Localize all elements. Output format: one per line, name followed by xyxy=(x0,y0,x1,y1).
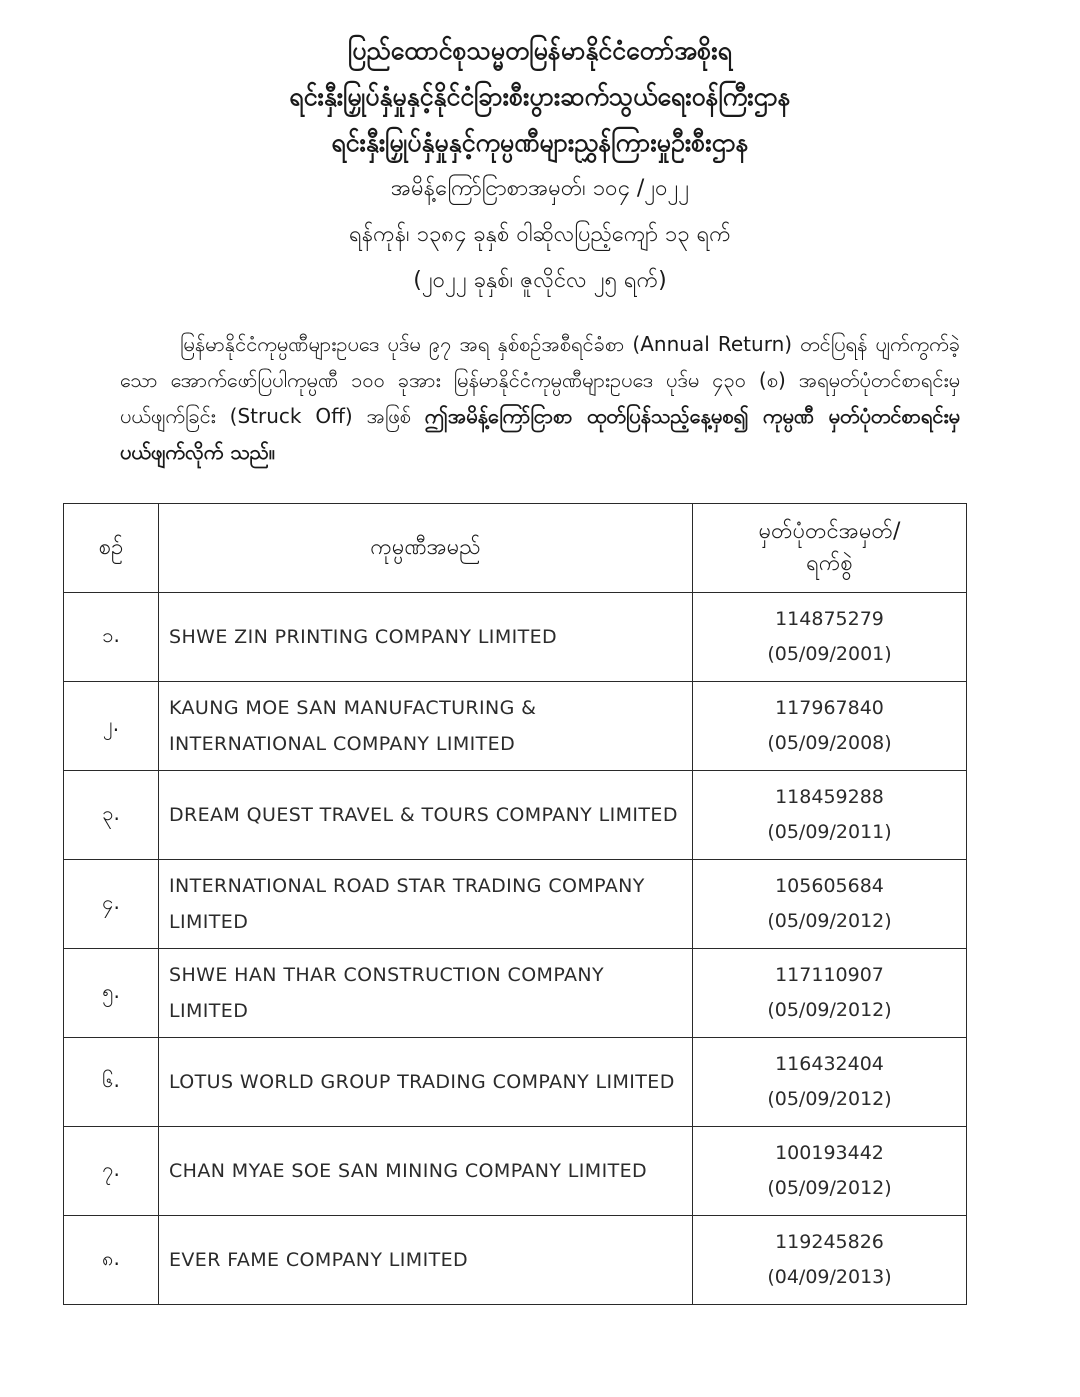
table-row xyxy=(64,1127,967,1216)
ministry-title: ရင်းနှီးမြှုပ်နှံမှုနှင့်နိုင်ငံခြားစီးပွားဆက်သွယ်ရေးဝန်ကြီးဌာန xyxy=(289,82,791,111)
row-number: ၂. xyxy=(64,682,159,771)
company-name: EVER FAME COMPANY LIMITED xyxy=(159,1216,693,1305)
column-header-registration-date: ရက်စွဲ xyxy=(806,551,853,576)
government-title: ပြည်ထောင်စုသမ္မတမြန်မာနိုင်ငံတော်အစိုးရ xyxy=(348,36,732,65)
registration-number: 119245826 xyxy=(775,1231,884,1253)
company-name: KAUNG MOE SAN MANUFACTURING & INTERNATIONAL COMPANY LIMITED xyxy=(159,682,693,771)
row-number: ၃. xyxy=(64,771,159,860)
row-number: ၅. xyxy=(64,949,159,1038)
registration-cell xyxy=(693,1127,967,1216)
table-row xyxy=(64,682,967,771)
row-number: ၇. xyxy=(64,1127,159,1216)
registration-date: (05/09/2012) xyxy=(767,1088,892,1110)
notice-body xyxy=(120,326,960,470)
company-name: CHAN MYAE SOE SAN MINING COMPANY LIMITED xyxy=(159,1127,693,1216)
registration-number: 118459288 xyxy=(775,786,884,808)
table-row xyxy=(64,860,967,949)
row-number: ၈. xyxy=(64,1216,159,1305)
column-header-registration-no: မှတ်ပုံတင်အမှတ်/ xyxy=(758,519,901,544)
registration-cell xyxy=(693,1038,967,1127)
table-row xyxy=(64,593,967,682)
registration-cell xyxy=(693,771,967,860)
company-name: SHWE ZIN PRINTING COMPANY LIMITED xyxy=(159,593,693,682)
registration-date: (05/09/2011) xyxy=(767,821,892,843)
registration-number: 114875279 xyxy=(775,608,884,630)
department-title: ရင်းနှီးမြှုပ်နှံမှုနှင့်ကုမ္ပဏီများညွှန်ကြားမှုဦးစီးဌာန xyxy=(331,128,749,157)
row-number: ၆. xyxy=(64,1038,159,1127)
registration-cell xyxy=(693,682,967,771)
table-header-row xyxy=(64,504,967,593)
company-name: SHWE HAN THAR CONSTRUCTION COMPANY LIMITED xyxy=(159,949,693,1038)
registration-date: (05/09/2008) xyxy=(767,732,892,754)
registration-number: 100193442 xyxy=(775,1142,884,1164)
registration-date: (05/09/2012) xyxy=(767,999,892,1021)
registration-number: 117110907 xyxy=(775,964,884,986)
registration-cell xyxy=(693,949,967,1038)
notice-body-text: မြန်မာနိုင်ငံကုမ္ပဏီများဥပဒေ ပုဒ်မ ၉၇ အရ နှစ်စဉ်အစီရင်ခံစာ (Annual Return) တင်ပြရန် ပျက်ကွက်ခဲ့သော အောက်ဖော်ပြပါကုမ္ပဏီ ၁၀၀ ခုအား မြန်မာနိုင်ငံကုမ္ပဏီများဥပဒေ ပုဒ်မ ၄၃၀ (စ) အရမှတ်ပုံတင်စာရင်းမှ ပယ်ဖျက်ခြင်း (Struck Off) အဖြစ် xyxy=(120,332,960,428)
registration-date: (05/09/2012) xyxy=(767,910,892,932)
table-row xyxy=(64,1216,967,1305)
column-header-company-name: ကုမ္ပဏီအမည် xyxy=(159,504,693,593)
column-header-no: စဉ် xyxy=(64,504,159,593)
registration-date: (05/09/2012) xyxy=(767,1177,892,1199)
registration-cell xyxy=(693,1216,967,1305)
registration-date: (04/09/2013) xyxy=(767,1266,892,1288)
table-row xyxy=(64,771,967,860)
notice-number: အမိန့်ကြော်ငြာစာအမှတ်၊ ၁၀၄ /၂၀၂၂ xyxy=(390,176,690,201)
notice-header xyxy=(0,28,1080,304)
notice-date-myanmar: ရန်ကုန်၊ ၁၃၈၄ ခုနှစ် ဝါဆိုလပြည့်ကျော် ၁၃ ရက် xyxy=(349,222,731,247)
company-name: LOTUS WORLD GROUP TRADING COMPANY LIMITED xyxy=(159,1038,693,1127)
row-number: ၄. xyxy=(64,860,159,949)
table-row xyxy=(64,949,967,1038)
notice-body-emphasis: ဤအမိန့်ကြော်ငြာစာ ထုတ်ပြန်သည့်နေ့မှစ၍ ကုမ္ပဏီ မှတ်ပုံတင်စာရင်းမှ ပယ်ဖျက်လိုက် သည်။ xyxy=(120,404,960,464)
column-header-registration xyxy=(693,504,967,593)
table-row xyxy=(64,1038,967,1127)
registration-number: 105605684 xyxy=(775,875,884,897)
row-number: ၁. xyxy=(64,593,159,682)
company-name: DREAM QUEST TRAVEL & TOURS COMPANY LIMITED xyxy=(159,771,693,860)
struck-off-companies-table xyxy=(63,503,967,1305)
company-name: INTERNATIONAL ROAD STAR TRADING COMPANY LIMITED xyxy=(159,860,693,949)
notice-date-gregorian: (၂၀၂၂ ခုနှစ်၊ ဇူလိုင်လ ၂၅ ရက်) xyxy=(413,268,667,293)
registration-date: (05/09/2001) xyxy=(767,643,892,665)
registration-cell xyxy=(693,860,967,949)
registration-number: 117967840 xyxy=(775,697,884,719)
registration-cell xyxy=(693,593,967,682)
registration-number: 116432404 xyxy=(775,1053,884,1075)
